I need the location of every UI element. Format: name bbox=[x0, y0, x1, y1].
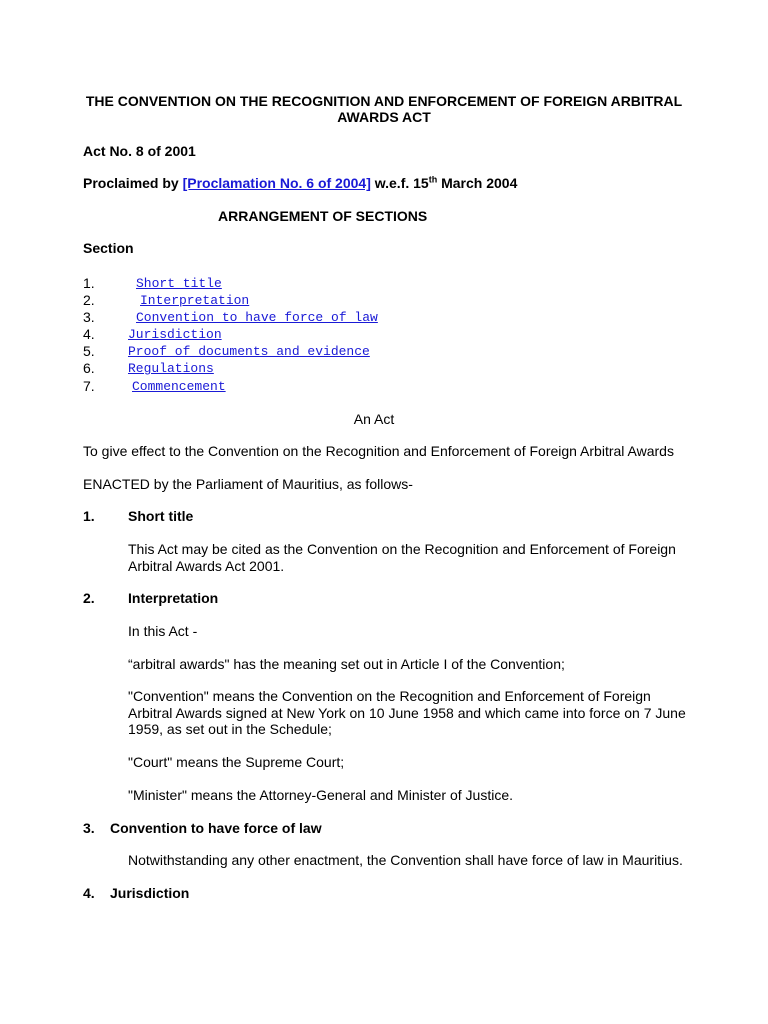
enacted-text: ENACTED by the Parliament of Mauritius, as follows- bbox=[83, 476, 413, 492]
section-label: Section bbox=[83, 240, 134, 256]
definition-arbitral-awards: “arbitral awards" has the meaning set out in Article I of the Convention; bbox=[128, 656, 565, 672]
toc-link-interpretation[interactable]: Interpretation bbox=[140, 293, 250, 308]
definition-court: "Court" means the Supreme Court; bbox=[128, 754, 345, 770]
proclamation-line bbox=[83, 175, 517, 191]
definition-minister: "Minister" means the Attorney-General and Minister of Justice. bbox=[128, 787, 513, 803]
act-number: Act No. 8 of 2001 bbox=[83, 143, 196, 159]
section-2-heading: Interpretation bbox=[128, 590, 219, 606]
document-title-line1: THE CONVENTION ON THE RECOGNITION AND ENFORCEMENT OF FOREIGN ARBITRAL bbox=[85, 93, 683, 109]
section-3-heading: Convention to have force of law bbox=[110, 820, 322, 836]
toc-number: 2. bbox=[83, 292, 95, 308]
an-act-heading: An Act bbox=[353, 411, 395, 427]
section-2-intro: In this Act - bbox=[128, 623, 198, 639]
purpose-text: To give effect to the Convention on the Recognition and Enforcement of Foreign Arbitral Awards bbox=[83, 443, 674, 459]
toc-link-regulations[interactable]: Regulations bbox=[128, 361, 214, 376]
toc-number: 1. bbox=[83, 275, 95, 291]
section-3-text: Notwithstanding any other enactment, the Convention shall have force of law in Mauritius. bbox=[128, 852, 683, 868]
section-1-number: 1. bbox=[83, 508, 95, 524]
toc-link-proof-of-documents[interactable]: Proof of documents and evidence bbox=[128, 344, 370, 359]
toc-number: 5. bbox=[83, 343, 95, 359]
proclamation-superscript: th bbox=[428, 174, 438, 185]
proclamation-suffix: March 2004 bbox=[437, 175, 518, 191]
toc-number: 4. bbox=[83, 326, 95, 342]
section-1-text: This Act may be cited as the Convention on the Recognition and Enforcement of Foreign Arbitral Awards Act 2001. bbox=[128, 541, 676, 574]
toc-number: 6. bbox=[83, 360, 95, 376]
toc-number: 7. bbox=[83, 378, 95, 394]
toc-number: 3. bbox=[83, 309, 95, 325]
toc-link-convention-force-of-law[interactable]: Convention to have force of law bbox=[136, 310, 378, 325]
section-1-heading: Short title bbox=[128, 508, 194, 524]
document-title-line2: AWARDS ACT bbox=[337, 109, 431, 125]
proclamation-prefix: Proclaimed by bbox=[83, 175, 183, 191]
arrangement-heading: ARRANGEMENT OF SECTIONS bbox=[218, 208, 428, 224]
proclamation-link[interactable]: [Proclamation No. 6 of 2004] bbox=[182, 175, 371, 191]
section-2-number: 2. bbox=[83, 590, 95, 606]
toc-link-jurisdiction[interactable]: Jurisdiction bbox=[128, 327, 222, 342]
section-3-number: 3. bbox=[83, 820, 95, 836]
toc-link-short-title[interactable]: Short title bbox=[136, 276, 222, 291]
toc-link-commencement[interactable]: Commencement bbox=[132, 379, 226, 394]
proclamation-mid: w.e.f. 15 bbox=[370, 175, 429, 191]
definition-convention: "Convention" means the Convention on the Recognition and Enforcement of Foreign Arbitral Awards signed at New York on 10 June 1958 and which came into force on 7 June 1959, as set out in the Schedule; bbox=[128, 688, 686, 737]
section-4-heading: Jurisdiction bbox=[110, 885, 190, 901]
section-4-number: 4. bbox=[83, 885, 95, 901]
